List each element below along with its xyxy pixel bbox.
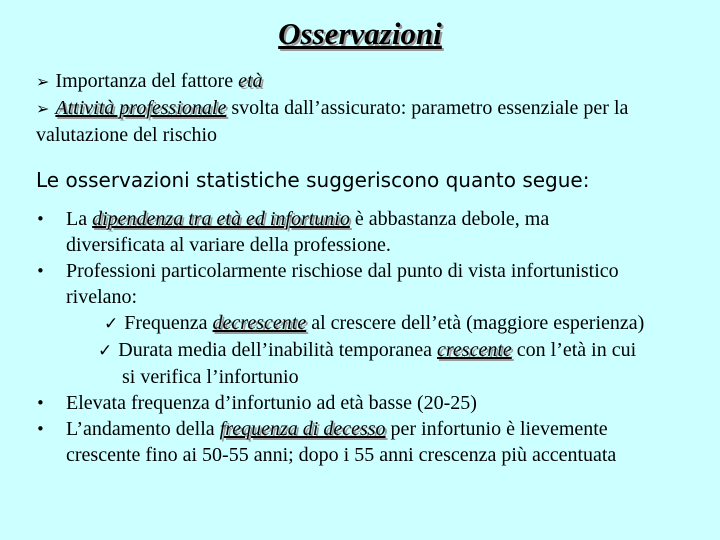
bullet-item: • L’andamento della frequenza di decesso per infortunio è lievemente crescente fino ai 50-55 anni; dopo i 55 anni crescenza più accentuata [36,418,617,466]
bullet-icon: • [36,420,45,438]
sub-item: ✓ Frequenza decrescente al crescere dell’età (maggiore esperienza) [104,312,645,334]
bullet-item: • Elevata frequenza d’infortunio ad età basse (20-25) [36,392,477,414]
emphasis-attivita: Attività professionale [55,97,227,119]
slide-title: Osservazioni [278,16,442,51]
sub-item: ✓ Durata media dell’inabilità temporanea crescente con l’età in cui si verifica l’infortunio [98,339,637,388]
checkmark-icon: ✓ [98,341,113,361]
bullet-list [36,206,706,468]
intro-line-1: ➢ Importanza del fattore età [36,70,263,92]
emphasis-frequenza-decesso: frequenza di decesso [219,418,386,440]
intro-line-3: valutazione del rischio [36,124,218,146]
bullet-icon: • [36,262,45,280]
bullet-icon: • [36,394,45,412]
emphasis-eta: età [238,70,263,92]
arrow-bullet-icon: ➢ [36,99,50,118]
emphasis-crescente: crescente [437,339,512,361]
emphasis-decrescente: decrescente [212,312,307,334]
arrow-bullet-icon: ➢ [36,72,50,91]
bullet-item: • Professioni particolarmente rischiose dal punto di vista infortunistico rivelano: ✓ Frequenza decrescente al crescere dell’età (maggiore esperienza) ✓ Durata media dell’inabilità temporanea crescente con l’età in cui si verifica l’infortunio [36,258,706,390]
bullet-icon: • [36,210,45,228]
emphasis-dipendenza: dipendenza tra età ed infortunio [92,208,350,230]
intro-line-2: ➢ Attività professionale svolta dall’assicurato: parametro essenziale per la [36,97,629,119]
intro-block [36,68,706,149]
checkmark-icon: ✓ [104,314,119,334]
bullet-item: • La dipendenza tra età ed infortunio è abbastanza debole, ma diversificata al variare della professione. [36,208,550,256]
subheading: Le osservazioni statistiche suggeriscono quanto segue: [36,168,590,192]
